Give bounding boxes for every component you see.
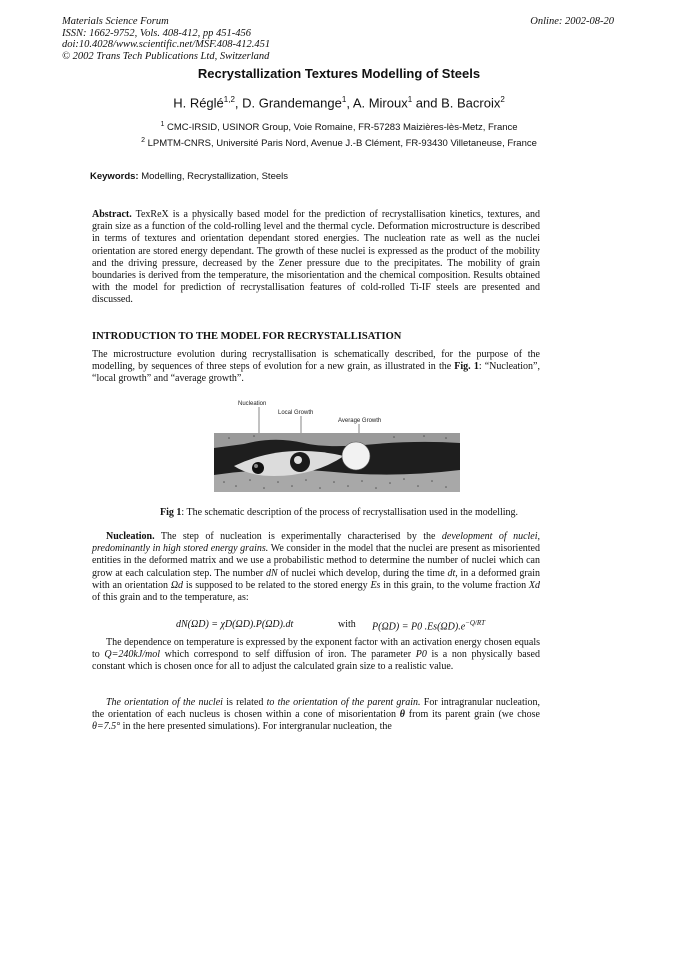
orientation-text-2: For intragranular nucleation, the orientation of each nucleus is chosen within a cone of misorientation [92,697,541,721]
nucleation-label: Nucleation. [106,531,155,542]
author-1-affil: 1,2 [223,95,235,104]
activation-energy: Q=240kJ/mol [104,649,161,661]
nucleation-text-7: of this grain and to the temperature, as: [92,592,249,604]
issn: ISSN: 1662-9752, Vols. 408-412, pp 451-456 [62,27,251,39]
orientation-text-3: from its parent grain (we chose [405,709,541,721]
keywords-text: Modelling, Recrystallization, Steels [138,171,289,182]
affiliation-2 [0,137,678,149]
caption-label: Fig 1 [159,507,182,518]
keywords-label: Keywords: [90,171,139,182]
author-3: , A. Miroux [346,95,408,111]
equation-right-body: P(ΩD) = P0 .Es(ΩD).e [372,621,466,633]
paper-title: Recrystallization Textures Modelling of Steels [197,66,481,81]
keywords [90,171,288,182]
nucleation-text-1: The step of nucleation is experimentally characterised by the [154,531,442,542]
author-2-affil: 1 [341,95,347,104]
label-average-growth: Average Growth [338,418,382,424]
author-1: H. Réglé [173,95,224,111]
journal-name: Materials Science Forum [62,16,169,27]
temperature-text-2: which correspond to self diffusion of iron. The parameter [160,649,416,661]
nucleation-text-4: , in a deformed grain with an orientation [92,567,540,591]
var-P0: P0 [415,649,427,661]
author-4: and B. Bacroix [412,95,501,111]
nucleus-highlight [254,464,258,468]
section-heading-introduction: INTRODUCTION TO THE MODEL FOR RECRYSTALLISATION [92,331,402,342]
caption-text: : The schematic description of the process of recrystallisation used in the modelling. [181,507,519,518]
orientation-text-4: in the here presented simulations). For intergranular nucleation, the [120,721,392,733]
fig-reference[interactable]: Fig. 1 [454,361,479,373]
orientation-text-1: is related [222,697,267,708]
affiliation-1 [0,121,678,133]
nucleation-paragraph [92,531,540,604]
journal-header [62,16,270,62]
equation-with: with [338,619,356,630]
affiliation-2-number: 2 [141,137,145,144]
affiliation-1-text: CMC-IRSID, USINOR Group, Voie Romaine, FR-57283 Maizières-lès-Metz, France [164,122,518,134]
var-Es: Es [370,579,381,591]
intro-text-2: : “Nucleation”, “local growth” and “average growth”. [92,361,540,385]
orientation-paragraph [92,697,540,734]
intro-paragraph [92,349,540,386]
nucleation-text-3: of nuclei which develop, during the time [277,567,448,579]
theta-value: θ=7.5° [92,721,121,733]
label-local-growth: Local Growth [278,410,314,416]
abstract-label: Abstract. [92,209,132,220]
affiliation-2-text: LPMTM-CNRS, Université Paris Nord, Avenue J.-B Clément, FR-93430 Villetaneuse, France [144,138,537,150]
equation-left: dN(ΩD) = χD(ΩD).P(ΩD).dt [176,619,294,630]
equation-exponent: −Q/RT [465,619,486,627]
temperature-text-1: The dependence on temperature is expressed by the exponent factor with an activation energy chosen equals to [92,637,540,661]
abstract [92,209,540,307]
var-Xd: Xd [528,579,540,591]
temperature-text-3: is a non physically based constant which is chosen once for all to adjust the calculated grain size to a realistic value. [92,649,540,673]
temperature-paragraph [92,637,540,674]
nucleus-small [252,462,264,474]
author-3-affil: 1 [407,95,413,104]
copyright: © 2002 Trans Tech Publications Ltd, Switzerland [62,50,270,62]
var-dt: dt [447,567,456,579]
author-list [0,95,678,110]
nucleation-text-2: We consider in the model that the nuclei are present as misoriented entities in the deformed matrix and we use a probabilistic method to determine the number of nuclei which can grow at each calculation step. The number [92,543,540,579]
author-2: , D. Grandemange [234,95,342,111]
orientation-emphasis-1: The orientation of the nuclei [106,697,223,708]
figure-1 [214,396,460,492]
doi: doi:10.4028/www.scientific.net/MSF.408-412.451 [62,39,271,50]
equation-right [372,619,485,632]
var-omega-d: Ωd [170,579,184,591]
local-growth-highlight [294,456,302,464]
abstract-text: TexReX is a physically based model for the prediction of recrystallisation kinetics, textures, and grain size as a function of the cold-rolling level and the thermal cycle. Deformation microstructure is described in terms of textures and orientation dependant stored energies. The nucleation rate as well as the nuclei orientation are stored energy dependant. The growth of these nuclei is expressed as the product of the mobility and the driving pressure, decreased by the Zener pressure due to the precipitates. The mobility of grain boundaries is derived from the temperature, the misorientation and the chemical composition. Results obtained with the model for prediction of recrystallisation features of cold-rolled Ti-IF steels are presented and discussed. [92,209,540,306]
label-nucleation: Nucleation [238,401,267,407]
online-date: Online: 2002-08-20 [530,16,614,27]
intro-text-1: The microstructure evolution during recrystallisation is schematically described, for the purpose of the modelling, by sequences of three steps of evolution for a new grain, as illustrated in the [92,349,540,373]
figure-caption [0,507,678,518]
nucleation-text-6: in this grain, to the volume fraction [380,579,529,591]
var-dN: dN [266,567,278,579]
orientation-emphasis-2: to the orientation of the parent grain. [266,697,421,708]
affiliation-1-number: 1 [160,121,165,128]
author-4-affil: 2 [500,95,505,104]
var-theta: θ [399,709,405,721]
nucleation-text-5: is supposed to be related to the stored energy [183,579,371,591]
nucleation-emphasis: development of nuclei, predominantly in high stored energy grains. [92,531,540,555]
